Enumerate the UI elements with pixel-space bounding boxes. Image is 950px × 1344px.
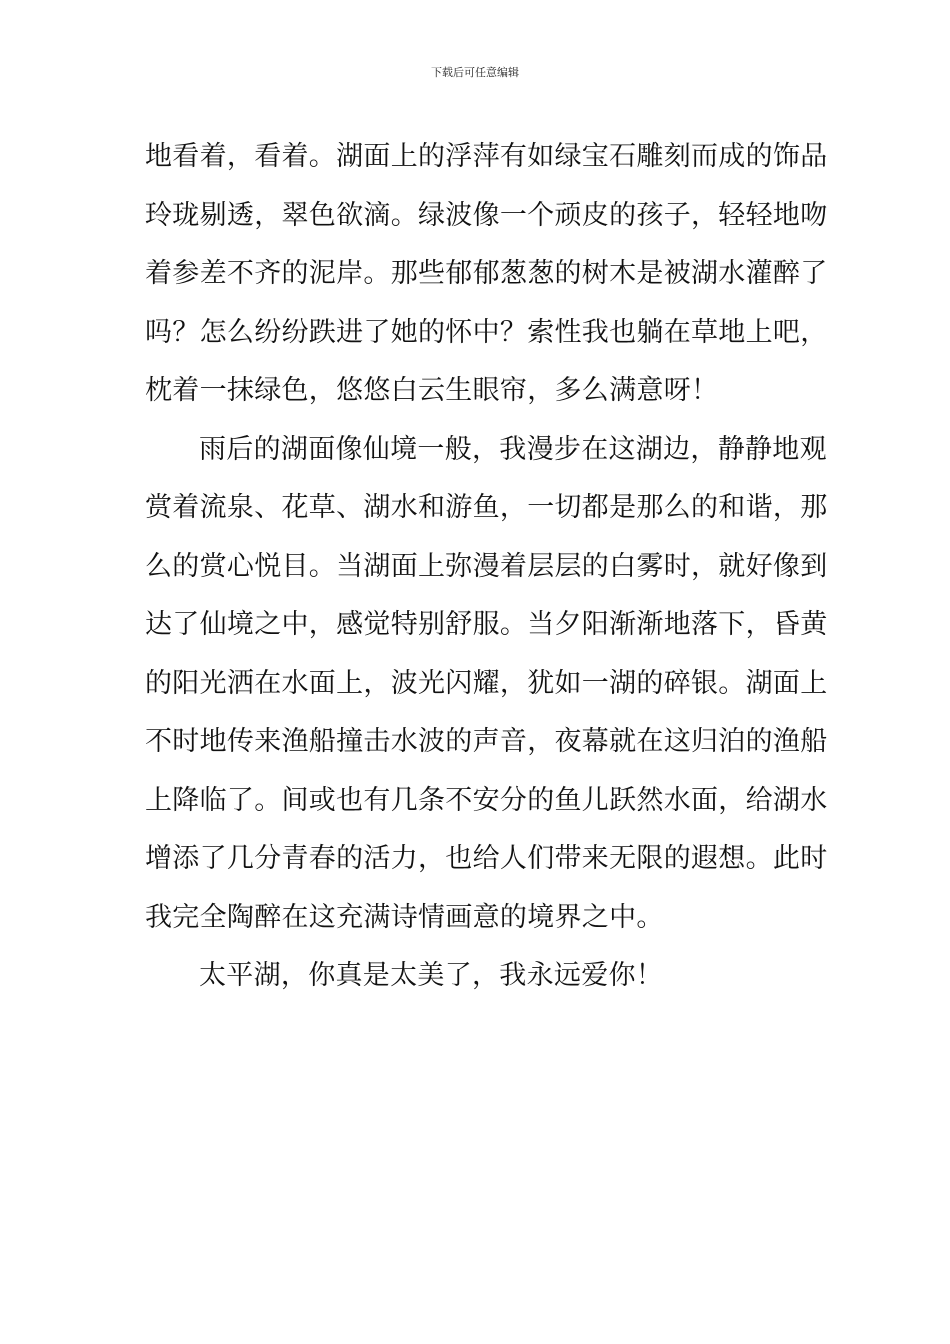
- text-line: 赏着流泉、花草、湖水和游鱼，一切都是那么的和谐，那: [145, 492, 828, 523]
- text-line: 吗？怎么纷纷跌进了她的怀中？索性我也躺在草地上吧，: [145, 316, 828, 348]
- paragraph-2: [145, 421, 828, 948]
- text-line: 雨后的湖面像仙境一般，我漫步在这湖边，静静地观: [199, 433, 827, 465]
- text-line: 枕着一抹绿色，悠悠白云生眼帘，多么满意呀！: [145, 375, 719, 406]
- page-header: 下载后可任意编辑: [431, 66, 519, 79]
- paragraph-3: [145, 947, 809, 1006]
- text-line: 的阳光洒在水面上，波光闪耀，犹如一湖的碎银。湖面上: [145, 667, 828, 699]
- text-line: 地看着，看着。湖面上的浮萍有如绿宝石雕刻而成的饰品: [145, 141, 828, 172]
- document-body: [145, 128, 828, 1006]
- text-line: 我完全陶醉在这充满诗情画意的境界之中。: [145, 901, 664, 933]
- text-line: 不时地传来渔船撞击水波的声音，夜幕就在这归泊的渔船: [145, 726, 828, 757]
- text-line: 增添了几分青春的活力，也给人们带来无限的遐想。此时: [145, 843, 828, 874]
- text-line: 玲珑剔透，翠色欲滴。绿波像一个顽皮的孩子，轻轻地吻: [145, 199, 828, 231]
- text-line: 太平湖，你真是太美了，我永远爱你！: [199, 960, 664, 991]
- text-line: 达了仙境之中，感觉特别舒服。当夕阳渐渐地落下，昏黄: [145, 609, 828, 640]
- text-line: 么的赏心悦目。当湖面上弥漫着层层的白雾时，就好像到: [145, 550, 828, 582]
- text-line: 着参差不齐的泥岸。那些郁郁葱葱的树木是被湖水灌醉了: [145, 258, 828, 289]
- paragraph-1: [145, 128, 828, 421]
- text-line: 上降临了。间或也有几条不安分的鱼儿跃然水面，给湖水: [145, 784, 828, 816]
